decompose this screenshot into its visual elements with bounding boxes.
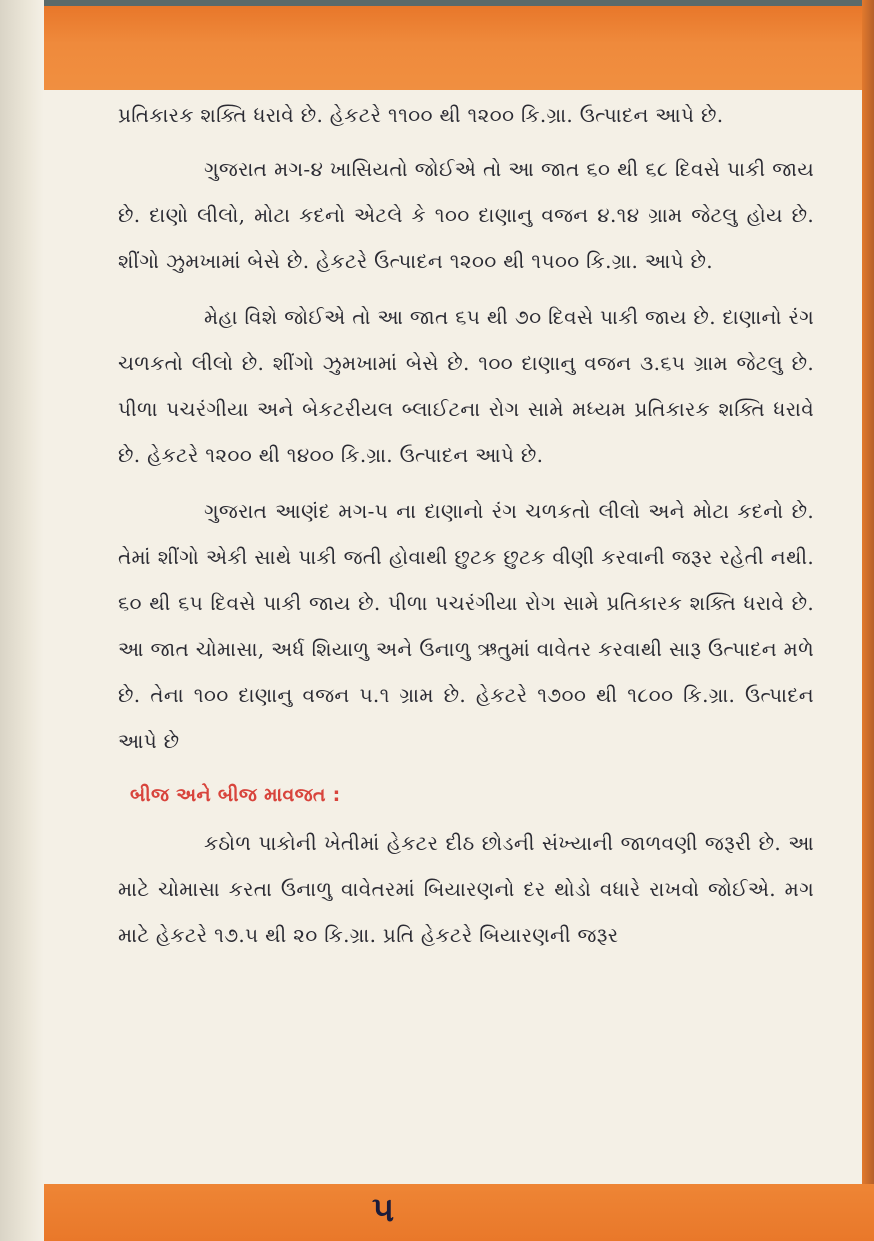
paragraph-gujarat-anand-mag-5: ગુજરાત આણંદ મગ-૫ ના દાણાનો રંગ ચળકતો લીલો અને મોટા કદનો છે. તેમાં શીંગો એકી સાથે પાકી જતી હોવાથી છુટક છુટક વીણી કરવાની જરૂર રહેતી નથી. ૬૦ થી ૬૫ દિવસે પાકી જાય છે. પીળા પચરંગીયા રોગ સામે પ્રતિકારક શક્તિ ધરાવે છે. આ જાત ચોમાસા, અર્ધ શિયાળુ અને ઉનાળુ ઋતુમાં વાવેતર કરવાથી સારૂ ઉત્પાદન મળે છે. તેના ૧૦૦ દાણાનુ વજન ૫.૧ ગ્રામ છે. હેકટરે ૧૭૦૦ થી ૧૮૦૦ કિ.ગ્રા. ઉત્પાદન આપે છે bbox=[118, 499, 814, 753]
page-content bbox=[118, 92, 814, 958]
top-orange-band bbox=[44, 0, 864, 90]
right-orange-edge bbox=[862, 0, 874, 1241]
paragraph-seed-rate: કઠોળ પાકોની ખેતીમાં હેકટર દીઠ છોડની સંખ્યાની જાળવણી જરૂરી છે. આ માટે ચોમાસા કરતા ઉનાળુ વાવેતરમાં બિયારણનો દર થોડો વધારે રાખવો જોઈએ. મગ માટે હેકટરે ૧૭.૫ થી ૨૦ કિ.ગ્રા. પ્રતિ હેકટરે બિયારણની જરૂર bbox=[118, 831, 814, 947]
paragraph-gujarat-mag-4: ગુજરાત મગ-૪ ખાસિયતો જોઈએ તો આ જાત ૬૦ થી ૬૮ દિવસે પાકી જાય છે. દાણો લીલો, મોટા કદનો એટલે કે ૧૦૦ દાણાનુ વજન ૪.૧૪ ગ્રામ જેટલુ હોય છે. શીંગો ઝુમખામાં બેસે છે. હેકટરે ઉત્પાદન ૧૨૦૦ થી ૧૫૦૦ કિ.ગ્રા. આપે છે. bbox=[118, 157, 814, 273]
section-heading-seed-treatment: બીજ અને બીજ માવજત : bbox=[130, 784, 341, 806]
paragraph-meha: મેહા વિશે જોઈએ તો આ જાત ૬૫ થી ૭૦ દિવસે પાકી જાય છે. દાણાનો રંગ ચળકતો લીલો છે. શીંગો ઝુમખામાં બેસે છે. ૧૦૦ દાણાનુ વજન ૩.૬૫ ગ્રામ જેટલુ છે. પીળા પચરંગીયા અને બેકટરીયલ બ્લાઈટના રોગ સામે મધ્યમ પ્રતિકારક શક્તિ ધરાવે છે. હેકટરે ૧૨૦૦ થી ૧૪૦૦ કિ.ગ્રા. ઉત્પાદન આપે છે. bbox=[118, 305, 814, 467]
page-number: ૫ bbox=[371, 1190, 395, 1230]
bottom-orange-band bbox=[44, 1184, 874, 1241]
scan-left-edge bbox=[0, 0, 44, 1241]
paragraph-continuation: પ્રતિકારક શક્તિ ધરાવે છે. હેકટરે ૧૧૦૦ થી ૧૨૦૦ કિ.ગ્રા. ઉત્પાદન આપે છે. bbox=[118, 103, 724, 127]
